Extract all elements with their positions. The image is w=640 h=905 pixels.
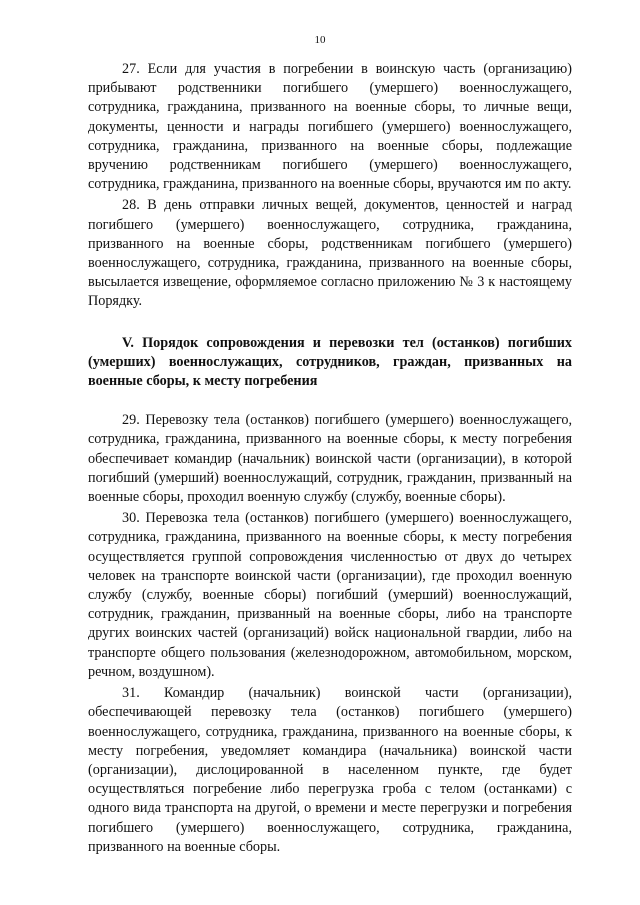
paragraph-31: 31. Командир (начальник) воинской части (организации), обеспечивающей перевозку тела (останков) погибшего (умершего) военнослужащего, сотрудника, гражданина, призванного на военные сборы, к месту погребения, уведомляет командира (начальника) воинской части (организации), дислоцированной в населенном пункте, где будет осуществляться погребение либо перегрузка гроба с телом (останками) с одного вида транспорта на другой, о времени и месте перегрузки и погребения погибшего (умершего) военнослужащего, сотрудника, гражданина, призванного на военные сборы. — [88, 685, 572, 855]
paragraph-28: 28. В день отправки личных вещей, документов, ценностей и наград погибшего (умершего) военнослужащего, сотрудника, гражданина, призванного на военные сборы, родственникам погибшего (умершего) военнослужащего, сотрудника, гражданина, призванного на военные сборы, высылается извещение, оформляемое согласно приложению № 3 к настоящему Порядку. — [88, 197, 572, 310]
paragraph-30: 30. Перевозка тела (останков) погибшего (умершего) военнослужащего, сотрудника, гражданина, призванного на военные сборы, к месту погребения осуществляется группой сопровождения численностью от двух до четырех человек на транспорте воинской части (организации), где проходил военную службу (службу, военные сборы) погибший (умерший) военнослужащий, сотрудник, гражданин, призванный на военные сборы, либо на транспорте других воинских частей (организаций) войск национальной гвардии, либо на транспорте общего пользования (железнодорожном, автомобильном, морском, речном, воздушном). — [88, 510, 572, 680]
section-heading: V. Порядок сопровождения и перевозки тел (останков) погибших (умерших) военнослужащих, сотрудников, граждан, призванных на военные сборы, к месту погребения — [88, 334, 572, 390]
document-body — [88, 60, 572, 857]
paragraph-27: 27. Если для участия в погребении в воинскую часть (организацию) прибывают родственники погибшего (умершего) военнослужащего, сотрудника, гражданина, призванного на военные сборы, то личные вещи, документы, ценности и награды погибшего (умершего) военнослужащего, сотрудника, гражданина, призванного на военные сборы, подлежащие вручению родственникам погибшего (умершего) военнослужащего, сотрудника, гражданина, призванного на военные сборы, вручаются им по акту. — [88, 61, 572, 193]
paragraph-29: 29. Перевозку тела (останков) погибшего (умершего) военнослужащего, сотрудника, гражданина, призванного на военные сборы, к месту погребения обеспечивает командир (начальник) воинской части (организации), в которой погибший (умерший) военнослужащий, сотрудник, гражданин, призванный на военные сборы, проходил военную службу (службу, военные сборы). — [88, 412, 572, 506]
page-number: 10 — [314, 34, 326, 46]
